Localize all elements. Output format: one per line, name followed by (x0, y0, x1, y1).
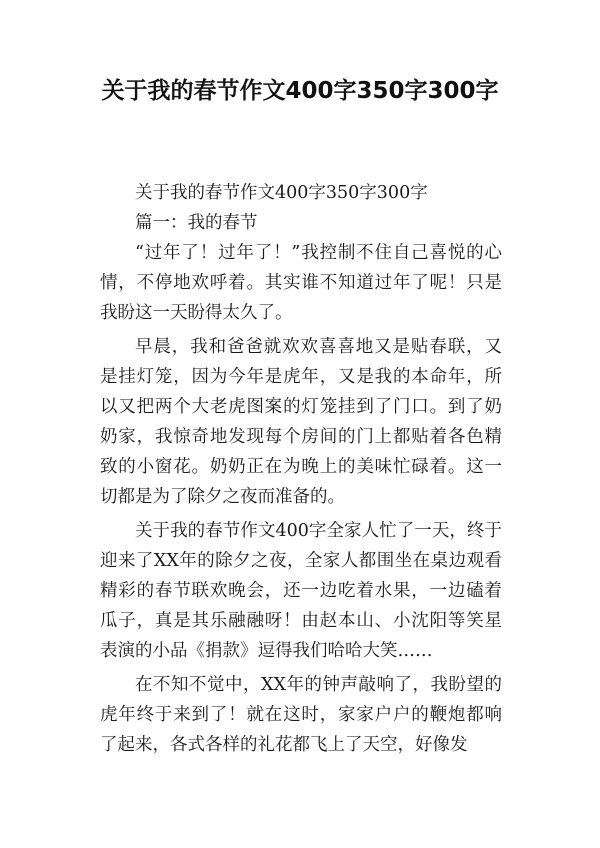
paragraph-1: “过年了！过年了！”我控制不住自己喜悦的心情，不停地欢呼着。其实谁不知道过年了呢！只是我盼这一天盼得太久了。 (100, 243, 502, 323)
document-title: 关于我的春节作文400字350字300字 (101, 78, 499, 104)
paragraph-4: 在不知不觉中，XX年的钟声敲响了，我盼望的虎年终于来到了！就在这时，家家户户的鞭炮都响了起来，各式各样的礼花都飞上了天空，好像发 (100, 675, 502, 755)
paragraph-section-heading: 篇一：我的春节 (135, 213, 258, 233)
paragraph-subtitle: 关于我的春节作文400字350字300字 (135, 183, 428, 203)
paragraph-2: 早晨，我和爸爸就欢欢喜喜地又是贴春联，又是挂灯笼，因为今年是虎年，又是我的本命年，所以又把两个大老虎图案的灯笼挂到了门口。到了奶奶家，我惊奇地发现每个房间的门上都贴着各色精致的小窗花。奶奶正在为晚上的美味忙碌着。这一切都是为了除夕之夜而准备的。 (100, 337, 502, 507)
paragraph-3: 关于我的春节作文400字全家人忙了一天，终于迎来了XX年的除夕之夜，全家人都围坐在桌边观看精彩的春节联欢晚会，还一边吃着水果，一边磕着瓜子，真是其乐融融呀！由赵本山、小沈阳等笑星表演的小品《捐款》逗得我们哈哈大笑…… (100, 521, 502, 661)
document-body (100, 178, 502, 760)
